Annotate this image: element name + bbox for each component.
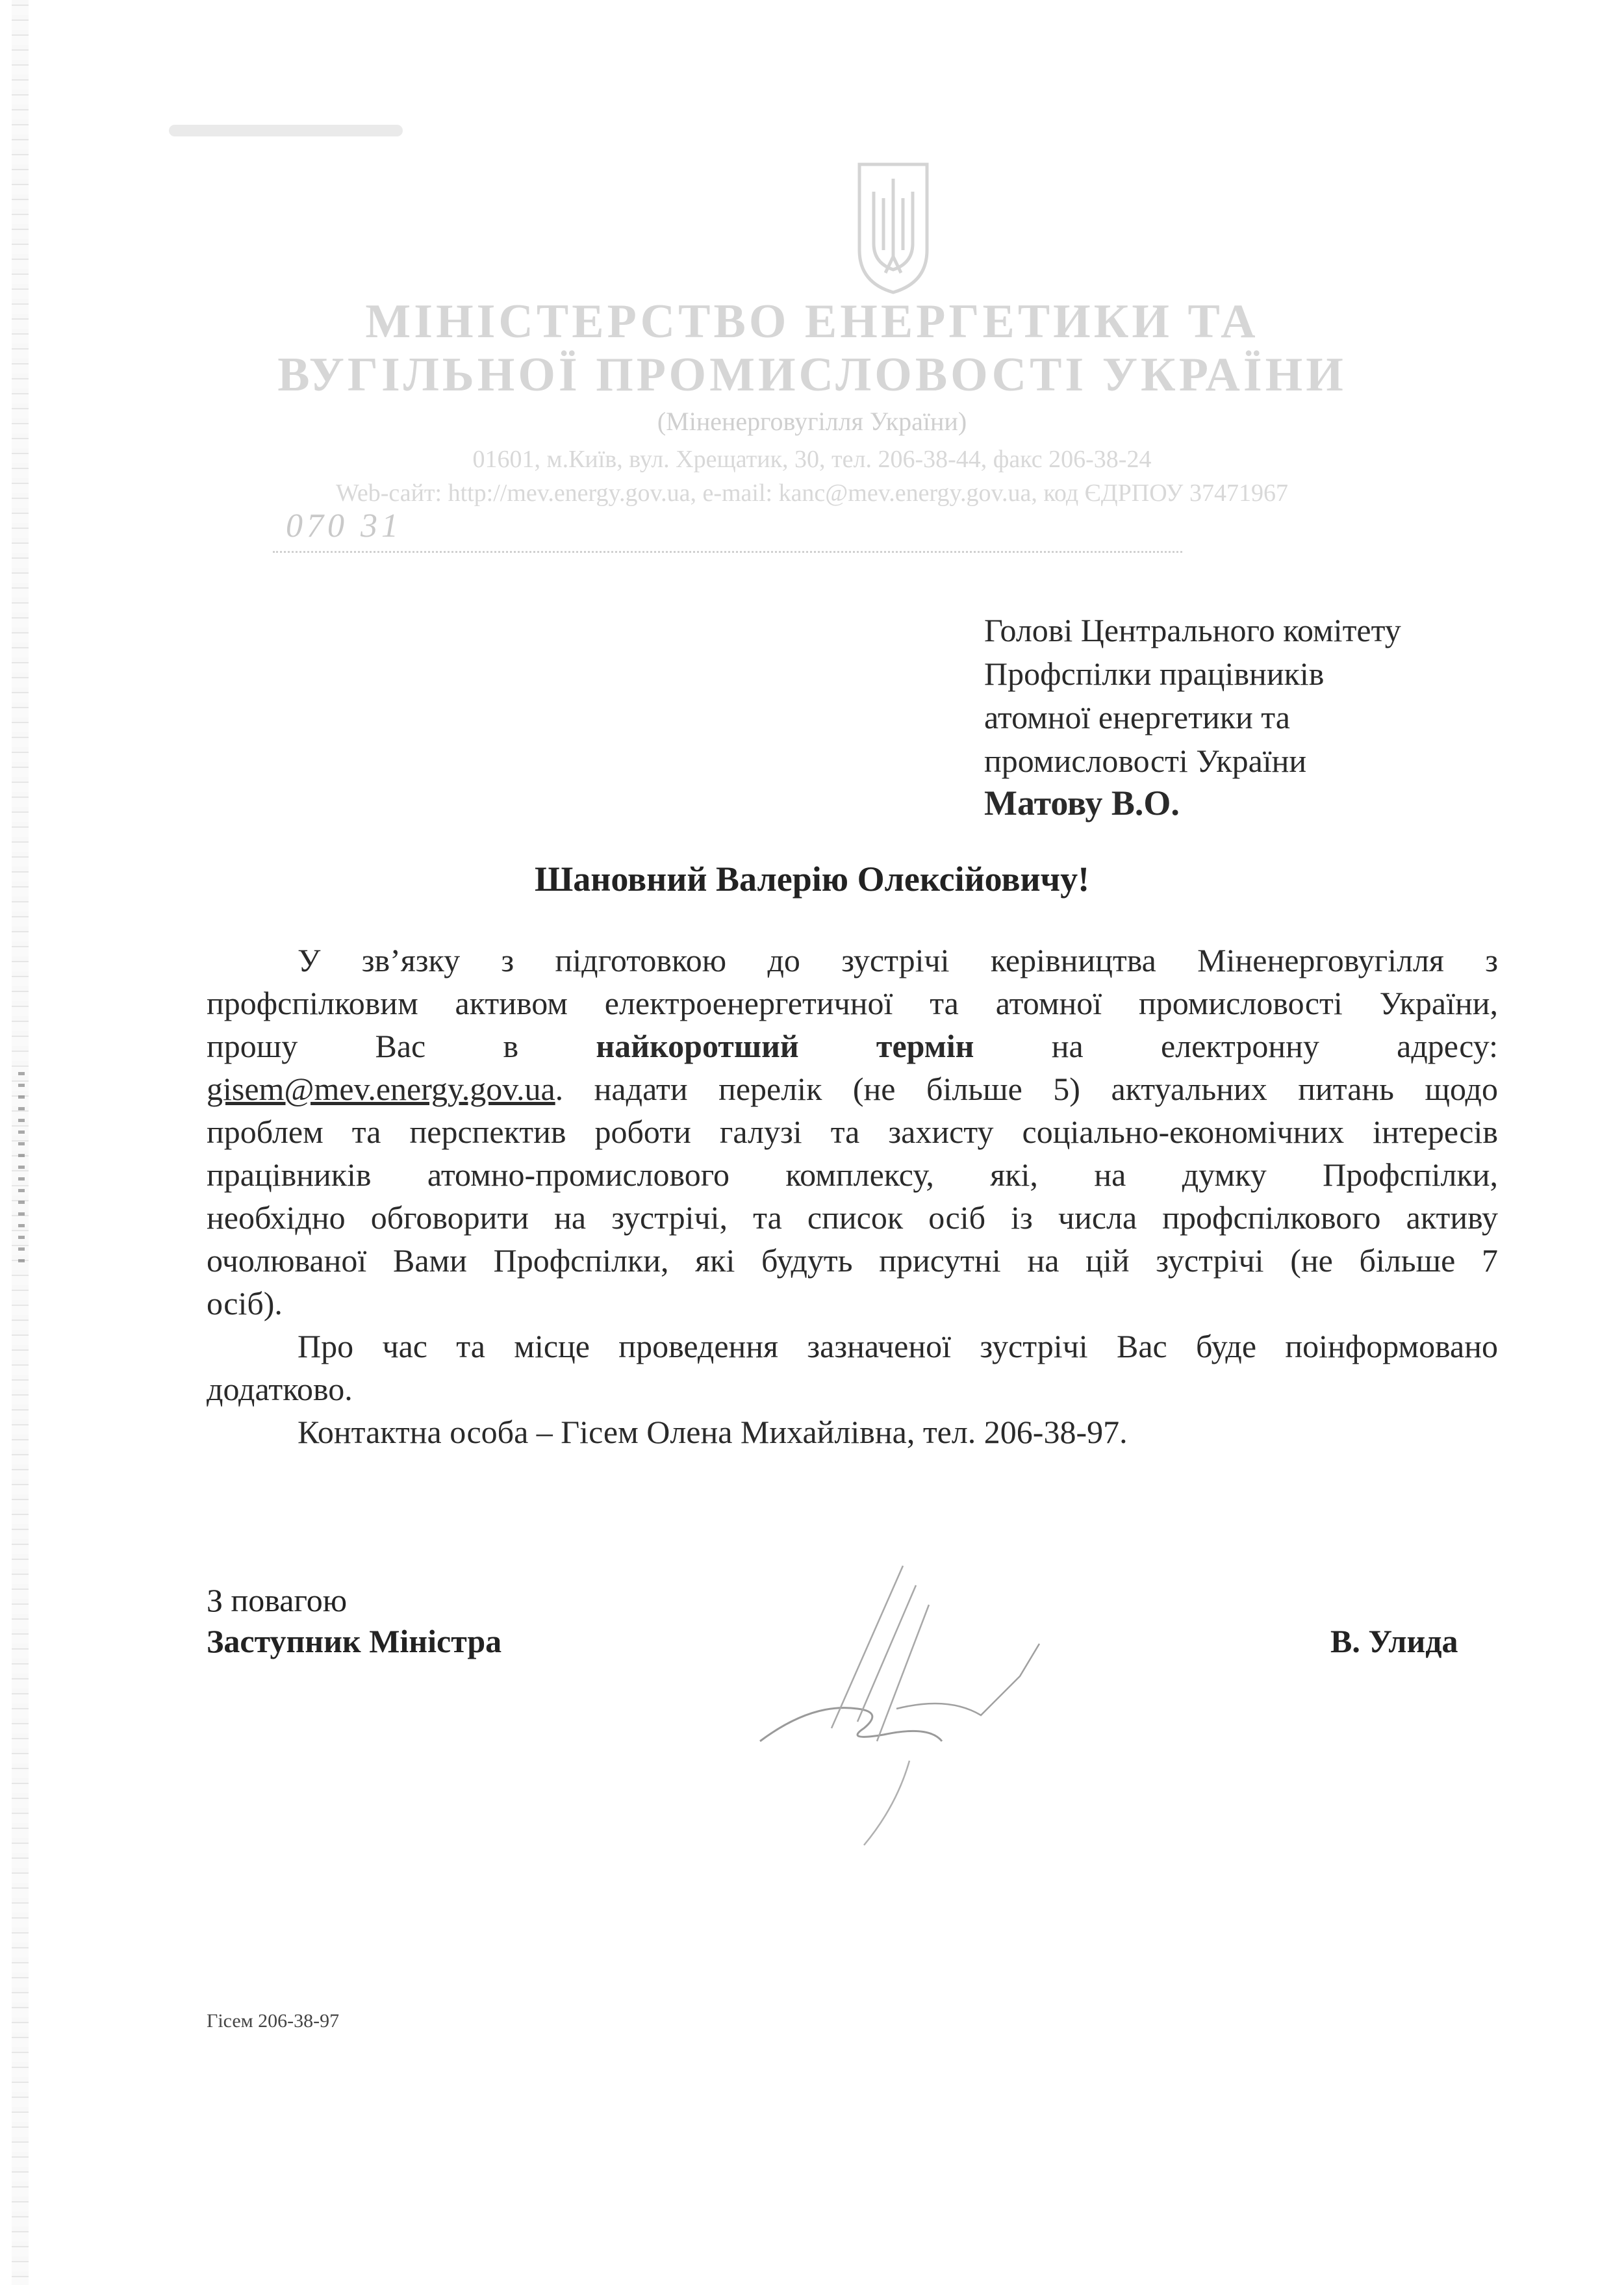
body-text: на електронну адресу:: [974, 1028, 1498, 1064]
coat-of-arms-icon: [854, 159, 932, 296]
body-text: прошу Вас в: [207, 1028, 596, 1064]
body-line: очолюваної Вами Профспілки, які будуть присутні на цій зустрічі (не більше 7: [207, 1242, 1498, 1279]
scan-smudge: [169, 125, 403, 136]
signer-position: Заступник Міністра: [207, 1623, 502, 1659]
body-line: [207, 1067, 1498, 1110]
ministry-address-line1: 01601, м.Київ, вул. Хрещатик, 30, тел. 206-38-44, факс 206-38-24: [472, 446, 1152, 473]
ministry-short-name: (Міненерговугілля України): [657, 407, 967, 436]
letter-body: [207, 939, 1498, 1453]
emphasis-text: найкоротший термін: [596, 1028, 974, 1064]
addressee-line2: Профспілки працівників: [984, 656, 1325, 692]
body-line: працівників атомно-промислового комплексу, які, на думку Профспілки,: [207, 1156, 1498, 1193]
addressee-line1: Голові Центрального комітету: [984, 612, 1401, 648]
footer-contact-note: Гісем 206-38-97: [207, 2010, 340, 2032]
body-line: Про час та місце проведення зазначеної зустрічі Вас буде поінформовано: [298, 1328, 1498, 1364]
body-line: додатково.: [207, 1371, 353, 1407]
ministry-name-line2: ВУГІЛЬНОЇ ПРОМИСЛОВОСТІ УКРАЇНИ: [277, 348, 1347, 402]
body-line: проблем та перспектив роботи галузі та захисту соціально-економічних інтересів: [207, 1114, 1498, 1150]
registration-number: 070 31: [286, 507, 402, 544]
body-line: профспілковим активом електроенергетичної та атомної промисловості України,: [207, 985, 1498, 1021]
closing-regards: З повагою: [207, 1582, 348, 1618]
handwritten-signature: [734, 1546, 1059, 1852]
body-line: необхідно обговорити на зустрічі, та список осіб із числа профспілкового активу: [207, 1199, 1498, 1236]
ministry-name-line1: МІНІСТЕРСТВО ЕНЕРГЕТИКИ ТА: [365, 295, 1259, 348]
body-line: [207, 1025, 1498, 1067]
signer-name: В. Улида: [1330, 1623, 1458, 1659]
registration-line: [273, 507, 1182, 559]
body-line: У зв’язку з підготовкою до зустрічі керівництва Міненерговугілля з: [298, 942, 1498, 978]
addressee-name: Матову В.О.: [984, 784, 1180, 823]
addressee-line4: промисловості України: [984, 743, 1307, 779]
salutation: Шановний Валерію Олексійовичу!: [534, 860, 1090, 899]
ministry-address-line2: Web-сайт: http://mev.energy.gov.ua, e-mail: kanc@mev.energy.gov.ua, код ЄДРПОУ 37471967: [336, 479, 1288, 507]
email-link[interactable]: gisem@mev.energy.gov.ua: [207, 1071, 555, 1107]
body-line: Контактна особа – Гісем Олена Михайлівна, тел. 206-38-97.: [298, 1414, 1128, 1450]
addressee-line3: атомної енергетики та: [984, 699, 1290, 735]
body-line: осіб).: [207, 1285, 283, 1321]
body-text: . надати перелік (не більше 5) актуальних питань щодо: [555, 1071, 1498, 1107]
registration-rule: [273, 551, 1182, 553]
